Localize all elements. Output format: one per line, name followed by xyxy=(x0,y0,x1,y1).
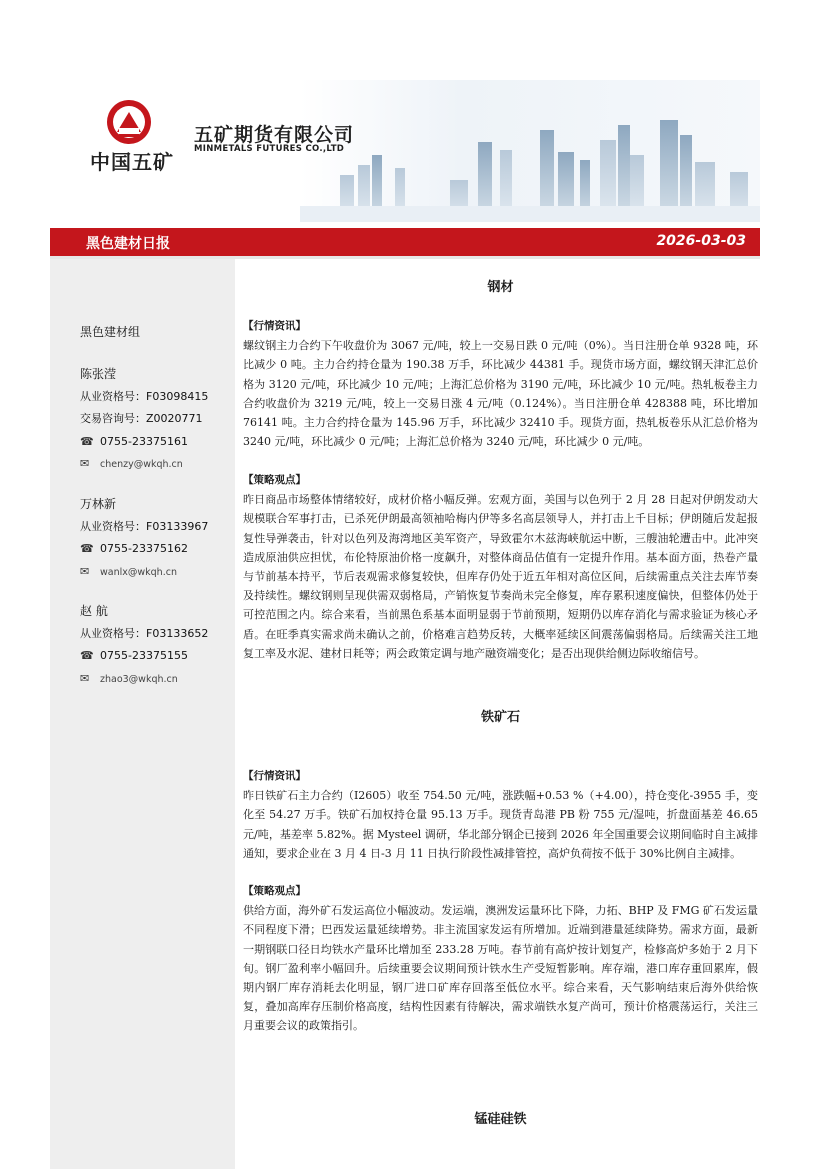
report-title: 黑色建材日报 xyxy=(86,236,170,252)
company-name-en: MINMETALS FUTURES CO.,LTD xyxy=(194,144,345,154)
news-tag: 【行情资讯】 xyxy=(243,320,306,332)
analyst-consult-id: 交易咨询号：Z0020771 xyxy=(80,412,203,425)
steel-news xyxy=(243,317,758,451)
mail-icon: ✉ xyxy=(80,564,90,578)
section-title-iron-ore: 铁矿石 xyxy=(480,710,520,725)
iron-strategy xyxy=(243,882,758,1036)
mail-icon: ✉ xyxy=(80,457,90,470)
analyst-license: 从业资格号：F03133652 xyxy=(80,626,209,640)
report-header xyxy=(50,80,760,222)
analyst-name: 陈张滢 xyxy=(80,367,117,381)
analyst-email[interactable]: zhao3@wkqh.cn xyxy=(100,673,178,685)
analyst-phone: 0755-23375162 xyxy=(100,542,188,555)
city-skyline-illustration xyxy=(300,80,760,222)
phone-icon: ☎ xyxy=(80,542,94,555)
analyst-license: 从业资格号：F03098415 xyxy=(80,389,209,403)
analyst-sidebar xyxy=(50,259,235,1169)
analyst-phone: 0755-23375155 xyxy=(100,649,188,662)
steel-news-text: 螺纹钢主力合约下午收盘价为 3067 元/吨，较上一交易日跌 0 元/吨（0%）。当日注册仓单 9328 吨，环比减少 0 吨。主力合约持仓量为 190.38 万手，环比减少 44381 手。现货市场方面，螺纹钢天津汇总价格为 3120 元/吨，环比减少 10 元/吨；上海汇总价格为 3190 元/吨，环比减少 10 元/吨。热轧板卷主力合约收盘价为 3219 元/吨，较上一交易日涨 4 元/吨（0.124%）。当日注册仓单 428388 吨，环比增加 76141 吨。主力合约持仓量为 145.96 万手，环比减少 32410 手。现货方面，热轧板卷乐从汇总价格为 3240 元/吨，环比减少 0 元/吨；上海汇总价格为 3240 元/吨，环比减少 0 元/吨。 xyxy=(243,339,758,449)
report-date: 2026-03-03 xyxy=(656,233,746,249)
steel-strategy-text: 昨日商品市场整体情绪较好，成材价格小幅反弹。宏观方面，美国与以色列于 2 月 28 日起对伊朗发动大规模联合军事打击，已杀死伊朗最高领袖哈梅内伊等多名高层领导人，并打击上千目标；伊朗随后发起报复性导弹袭击，针对以色列及海湾地区美军资产，导致霍尔木兹海峡航运中断，三艘油轮遭击中。此冲突造成原油供应担忧，布伦特原油价格一度飙升，对整体商品估值有一定提升作用。基本面方面，热卷产量与节前基本持平，节后表观需求修复较快，但库存仍处于近五年相对高位区间，后续需重点关注去库节奏及持续性。螺纹钢则呈现供需双弱格局，产销恢复节奏尚未完全修复，库存累积速度偏快，但整体仍处于可控范围之内。综合来看，当前黑色系基本面明显弱于节前预期，短期仍以库存消化与需求验证为核心矛盾。在旺季真实需求尚未确认之前，价格难言趋势反转，大概率延续区间震荡偏弱格局。后续需关注工地复工率及水泥、建材日耗等；两会政策定调与地产融资端变化；是否出现供给侧边际收缩信号。 xyxy=(243,493,758,660)
mail-icon: ✉ xyxy=(80,671,90,685)
analyst-name: 万林新 xyxy=(80,497,117,511)
analyst-email[interactable]: chenzy@wkqh.cn xyxy=(100,459,183,470)
iron-news xyxy=(243,767,758,863)
team-name: 黑色建材组 xyxy=(80,325,141,339)
phone-icon: ☎ xyxy=(80,649,94,662)
logo-text: 中国五矿 xyxy=(90,150,174,174)
section-title-mnsi: 锰硅硅铁 xyxy=(474,1112,527,1127)
iron-news-text: 昨日铁矿石主力合约（I2605）收至 754.50 元/吨，涨跌幅+0.53 %（+4.00），持仓变化-3955 手，变化至 54.27 万手。铁矿石加权持仓量 95.13 万手。现货青岛港 PB 粉 755 元/湿吨，折盘面基差 46.65 元/吨，基差率 5.82%。据 Mysteel 调研，华北部分钢企已接到 2026 年全国重要会议期间临时自主减排通知，要求企业在 3 月 4 日-3 月 11 日执行阶段性减排管控，高炉负荷按不低于 30%比例自主减排。 xyxy=(243,789,758,860)
strategy-tag: 【策略观点】 xyxy=(243,474,306,486)
phone-icon: ☎ xyxy=(80,434,94,448)
report-banner xyxy=(50,228,760,256)
news-tag: 【行情资讯】 xyxy=(243,770,306,782)
strategy-tag: 【策略观点】 xyxy=(243,885,306,897)
company-name-cn: 五矿期货有限公司 xyxy=(194,124,355,146)
minmetals-logo-icon xyxy=(105,98,153,146)
steel-strategy xyxy=(243,471,758,663)
section-title-steel: 钢材 xyxy=(487,280,514,295)
analyst-email[interactable]: wanlx@wkqh.cn xyxy=(100,566,177,578)
analyst-card xyxy=(80,363,230,476)
analyst-card xyxy=(80,493,230,583)
analyst-phone: 0755-23375161 xyxy=(100,434,188,448)
analyst-card xyxy=(80,600,230,690)
analyst-license: 从业资格号：F03133967 xyxy=(80,519,209,533)
analyst-name: 赵 航 xyxy=(80,604,108,618)
iron-strategy-text: 供给方面，海外矿石发运高位小幅波动。发运端，澳洲发运量环比下降，力拓、BHP 及 FMG 矿石发运量不同程度下滑；巴西发运量延续增势。非主流国家发运有所增加。近端到港量延续降势。需求方面，最新一期钢联口径日均铁水产量环比增加至 233.28 万吨。春节前有高炉按计划复产，检修高炉多始于 2 月下旬。钢厂盈利率小幅回升。后续重要会议期间预计铁水生产受短暂影响。库存端，港口库存重回累库，假期内钢厂库存消耗去化明显，钢厂进口矿库存回落至低位水平。综合来看，天气影响结束后海外供给恢复，叠加高库存压制价格高度，结构性因素有待解决，需求端铁水复产尚可，预计价格震荡运行，关注三月重要会议的政策指引。 xyxy=(243,904,758,1033)
